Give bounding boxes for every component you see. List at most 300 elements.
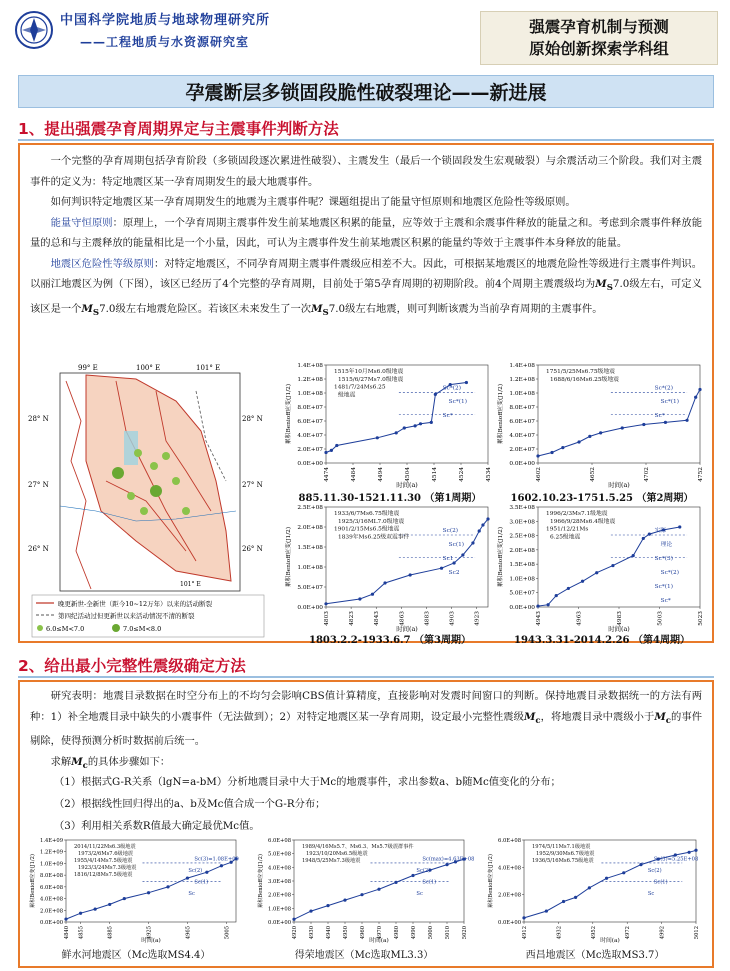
data-point <box>562 900 565 903</box>
institute-name: 中国科学院地质与地球物理研究所 <box>60 13 271 28</box>
ms-subscript: S <box>322 307 329 318</box>
x-axis-label: 时间(a) <box>396 625 418 633</box>
group-title-line1: 强震孕育机制与预测 <box>529 18 669 36</box>
x-tick-label: 4943 <box>536 611 542 626</box>
x-tick-label: 4883 <box>424 611 431 626</box>
cycle4-chart <box>494 501 710 633</box>
annotation: 1839年Ms6.25级双震事件 <box>338 534 410 541</box>
x-tick-label: 4925 <box>146 926 153 940</box>
annotation: 1952/9/30Ms6.7级地震 <box>536 851 595 858</box>
quake-marker-m7 <box>150 485 162 497</box>
page-header <box>0 0 730 74</box>
annotation: Sc* <box>654 412 665 419</box>
y-tick-label: 4.0E+07 <box>509 433 535 439</box>
quake-marker-m6 <box>134 449 142 457</box>
data-point <box>478 529 481 532</box>
page-title: 孕震断层多锁固段脆性破裂理论——新进展 <box>18 75 714 108</box>
x-tick-label: 4940 <box>326 926 332 940</box>
cycle3-caption: 1803.2.2-1933.6.7 （第3周期） <box>308 635 471 646</box>
y-tick-label: 8.0E+07 <box>297 405 323 411</box>
mc-symbol: M <box>523 710 536 723</box>
section2-text <box>30 686 702 776</box>
step-1: （1）根据式G-R关系（lgN=a-bM）分析地震目录中大于Mc的地震事件，求出参数a、b随Mc值变化的分布； <box>54 776 561 788</box>
annotation: Sc(1) <box>194 879 209 886</box>
legend-m6: 6.0≤M<7.0 <box>46 625 85 633</box>
annotation: Sc* <box>442 412 453 419</box>
y-tick-label: 4.0E+08 <box>498 865 521 872</box>
section2-box <box>18 680 714 968</box>
mc-text-c: 的事件剔除，使得预测分析时数据前后统一。 <box>30 710 703 748</box>
y-tick-label: 2.0E+08 <box>40 908 63 915</box>
data-point <box>326 904 329 907</box>
annotation: 1923/3/24Ms7.3级地震 <box>78 865 137 872</box>
step-2: （2）根据线性回归得出的a、b及Mc值合成一个G-R分布； <box>54 798 326 810</box>
section2-divider <box>18 676 714 678</box>
map-lon-label: 100° E <box>136 364 161 372</box>
x-tick-label: 4885 <box>107 926 114 940</box>
mc-subscript: c <box>665 715 671 726</box>
annotation: Sc*(2) <box>660 570 679 576</box>
data-point <box>166 885 169 888</box>
y-axis-label: 累积Benioff应变(J1/2) <box>286 526 292 588</box>
data-point <box>595 571 598 574</box>
x-tick-label: 4855 <box>78 926 85 940</box>
x-axis-label: 时间(a) <box>369 938 389 944</box>
y-tick-label: 3.0E+08 <box>268 879 291 885</box>
data-point <box>639 863 642 866</box>
annotation: Sc(3)=1.08E+09 <box>194 856 239 863</box>
x-tick-label: 5010 <box>445 926 451 940</box>
lake-area <box>124 431 138 465</box>
y-axis-label: 累积Benioff应变(J1/2) <box>286 383 292 445</box>
data-point <box>588 435 591 438</box>
data-point <box>685 419 688 422</box>
annotation: Sc*(2) <box>654 385 673 392</box>
y-tick-label: 0.0E+00 <box>297 461 323 467</box>
annotation: Sc <box>416 890 423 897</box>
section1-title: 1、提出强震孕育周期界定与主震事件判断方法 <box>18 120 339 138</box>
s1-paragraph-2: 如何判识特定地震区某一孕育周期发生的地震为主震事件呢？课题组提出了能量守恒原则和地震区危险性等级原则。 <box>50 196 576 208</box>
data-point <box>419 422 422 425</box>
data-point <box>547 603 550 606</box>
group-title-line2: 原始创新探索学科组 <box>529 40 669 58</box>
annotation: 1481/7/24Ms6.25 <box>334 384 386 391</box>
x-tick-label: 4920 <box>292 926 298 940</box>
hazard-text-d: 7.0级左右地震，则可判断该震为当前孕育周期的主震事件。 <box>328 302 603 315</box>
annotation: 1688/6/16Ms6.25级地震 <box>550 376 619 383</box>
cas-logo-icon <box>14 10 54 50</box>
mc-symbol: M <box>71 755 83 768</box>
data-point <box>599 431 602 434</box>
data-point <box>555 594 558 597</box>
ms-symbol: M <box>595 278 607 290</box>
step-3: （3）利用相关系数R值最大确定最优Mc值。 <box>54 820 260 832</box>
x-tick-label: 5012 <box>694 926 700 940</box>
x-tick-label: 4602 <box>536 467 542 482</box>
data-point <box>545 909 548 912</box>
annotation: Sc1 <box>442 556 454 562</box>
map-lon-label: 101° E <box>180 581 201 588</box>
energy-principle-label: 能量守恒原则 <box>50 216 113 229</box>
y-tick-label: 6.0E+08 <box>40 884 63 891</box>
x-tick-label: 4494 <box>378 467 384 482</box>
y-tick-label: 1.0E+08 <box>509 576 535 583</box>
x-tick-label: 4474 <box>324 467 330 482</box>
y-tick-label: 0.0E+00 <box>498 920 521 926</box>
annotation: Sc* <box>660 598 671 604</box>
data-point <box>522 916 525 919</box>
data-point <box>371 593 374 596</box>
hazard-text-a: ：对特定地震区，不同孕育周期主震事件震级应相差不大。因此，可根据某地震区的地震危险性等级进行主震事件判识。以丽江地震区为例（下图），该区已经历了4个完整的孕育周期，目前处于第5孕育周期的初期阶段。前4个周期主震震级均为 <box>30 257 702 290</box>
x-tick-label: 4752 <box>698 467 704 482</box>
y-tick-label: 1.5E+08 <box>509 562 535 569</box>
data-point <box>335 444 338 447</box>
annotation: 6.25级地震 <box>550 534 581 541</box>
data-point <box>430 421 433 424</box>
department-name: ——工程地质与水资源研究室 <box>80 35 250 49</box>
data-point <box>292 918 295 921</box>
research-group-box <box>480 11 718 65</box>
y-tick-label: 2.0E+07 <box>297 447 323 453</box>
data-point <box>324 451 327 454</box>
data-point <box>465 381 468 384</box>
data-point <box>360 893 363 896</box>
annotation: 2014/11/22Ms6.3级地震 <box>74 844 136 850</box>
x-axis-label: 时间(a) <box>608 625 630 633</box>
annotation: 1901/2/15Ms6.5级地震 <box>334 526 400 533</box>
x-axis-label: 时间(a) <box>396 481 418 489</box>
y-tick-label: 1.0E+08 <box>268 906 291 913</box>
y-axis-label: 累积Benioff应变(J1/2) <box>258 854 264 908</box>
quake-marker-m7 <box>112 467 124 479</box>
y-tick-label: 0.0E+00 <box>268 920 291 926</box>
mc-subscript: c <box>535 715 541 726</box>
data-point <box>621 426 624 429</box>
data-point <box>574 896 577 899</box>
y-tick-label: 1.2E+08 <box>297 377 323 383</box>
annotation: Sc <box>188 890 195 897</box>
mc-symbol: M <box>654 710 666 723</box>
data-point <box>309 909 312 912</box>
data-point <box>64 917 67 920</box>
data-point <box>486 517 489 520</box>
annotation: 1923/10/20Ms6.5级地震 <box>306 851 368 858</box>
y-tick-label: 1.0E+08 <box>297 565 323 571</box>
annotation: Sc(1) <box>448 542 465 548</box>
annotation: 1933/6/7Ms6.75级地震 <box>334 511 400 517</box>
x-tick-label: 4504 <box>405 467 411 482</box>
y-tick-label: 5.0E+08 <box>268 851 291 858</box>
annotation: Sc(2) <box>442 528 459 534</box>
x-tick-label: 5000 <box>428 926 434 940</box>
data-point <box>403 426 406 429</box>
annotation: 1974/5/11Ms7.1级地震 <box>532 844 591 850</box>
data-point <box>79 912 82 915</box>
annotation: 1925/3/16ML7.0级地震 <box>338 518 405 525</box>
energy-principle-text: ：原理上，一个孕育周期主震事件发生前某地震区积累的能量，应等效于主震和余震事件释放的能量之和。考虑到余震事件释放能量的总和与主震释放的能量相比是一个小量，因此，可认为主震事件发生前某地震区积累的能量约等效于主震事件本身释放的能量。 <box>30 216 703 249</box>
y-tick-label: 1.0E+09 <box>40 861 63 868</box>
s1-paragraph-4 <box>30 254 702 324</box>
x-tick-label: 4484 <box>351 467 357 482</box>
x-tick-label: 4912 <box>522 926 528 940</box>
y-tick-label: 4.0E+08 <box>40 896 63 903</box>
data-point <box>588 886 591 889</box>
xichang-caption: 西昌地震区（Mc选取MS3.7） <box>525 950 665 961</box>
cycle1-chart <box>282 359 498 489</box>
y-axis-label: 累积Benioff应变(J1/2) <box>30 854 36 908</box>
y-axis-label: 累积Benioff应变(J1/2) <box>498 383 504 445</box>
x-tick-label: 4992 <box>659 926 666 940</box>
hazard-text-c: 7.0级左右地震危险区。若该区未来发生了一次 <box>99 302 312 315</box>
data-point <box>577 440 580 443</box>
data-point <box>550 451 553 454</box>
annotation: Sc*(1) <box>448 399 467 406</box>
hazard-principle-label: 地震区危险性等级原则 <box>50 257 154 270</box>
x-tick-label: 4965 <box>185 926 192 940</box>
steps-title-b: 的具体步骤如下： <box>87 755 171 768</box>
y-tick-label: 3.0E+08 <box>509 519 535 526</box>
data-point <box>409 573 412 576</box>
x-tick-label: 4963 <box>576 611 583 626</box>
annotation: Sc(1) <box>422 879 437 886</box>
map-lat-label: 27° N <box>242 481 263 489</box>
x-tick-label: 4960 <box>360 926 366 940</box>
legend-m6-symbol <box>37 625 43 631</box>
y-tick-label: 2.0E+07 <box>509 447 535 453</box>
legend-uncertain-fault: 第四纪活动过但更新世以来活动情况不清的断裂 <box>58 612 195 620</box>
annotation: 1515/6/27Ms7.0级地震 <box>338 376 404 383</box>
x-tick-label: 5023 <box>698 611 704 626</box>
data-point <box>147 891 150 894</box>
data-point <box>343 899 346 902</box>
ms-subscript: S <box>92 307 100 318</box>
y-tick-label: 1.4E+08 <box>297 363 323 369</box>
quake-marker-m6 <box>140 507 148 515</box>
annotation: 1816/12/8Ms7.5级地震 <box>74 872 133 879</box>
annotation: 1751/5/25Ms6.75级地震 <box>546 369 615 375</box>
x-tick-label: 4803 <box>324 611 330 626</box>
y-tick-label: 1.5E+08 <box>297 545 323 551</box>
quake-marker-m6 <box>182 507 190 515</box>
x-tick-label: 4950 <box>343 926 349 940</box>
section1-divider <box>18 139 714 141</box>
cycle3-chart <box>282 501 498 633</box>
data-point <box>440 567 443 570</box>
data-point <box>414 424 417 427</box>
x-axis-label: 时间(a) <box>141 938 161 944</box>
annotation: 1948/5/25Ms7.3级地震 <box>302 858 361 865</box>
xichang-chart <box>484 834 706 944</box>
data-point <box>445 863 448 866</box>
annotation: 实际 <box>654 528 667 534</box>
x-tick-label: 4983 <box>617 611 623 626</box>
annotation: 1996/2/3Ms7.1级地震 <box>546 511 608 517</box>
mc-subscript: c <box>82 760 88 771</box>
y-axis-label: 累积Benioff应变(J1/2) <box>498 526 504 588</box>
annotation: 1955/4/14Ms7.5级地震 <box>74 858 133 865</box>
y-tick-label: 4.0E+07 <box>297 433 323 439</box>
data-point <box>94 908 97 911</box>
section1-text <box>30 151 702 323</box>
data-point <box>694 396 697 399</box>
ms-symbol: M <box>81 302 93 315</box>
annotation: Sc(2) <box>647 867 662 874</box>
annotation: Sc(2) <box>416 867 431 874</box>
cycle2-chart <box>494 359 710 489</box>
data-point <box>358 597 361 600</box>
section1-box <box>18 143 714 646</box>
x-tick-label: 4970 <box>377 926 383 940</box>
map-lon-label: 99° E <box>78 364 98 372</box>
y-tick-label: 0.0E+00 <box>509 461 535 467</box>
x-tick-label: 4930 <box>309 926 315 940</box>
data-point <box>664 421 667 424</box>
x-tick-label: 4932 <box>556 926 563 940</box>
x-tick-label: 4514 <box>432 467 438 482</box>
xianshuihe-chart <box>26 834 246 944</box>
data-point <box>642 537 645 540</box>
legend-active-fault: 晚更新世-全新世（距今10~12万年）以来的活动断裂 <box>58 600 213 608</box>
x-tick-label: 4952 <box>590 926 597 940</box>
annotation: Sc(3)=5.25E+08 <box>653 856 699 863</box>
hazard-text-b: 7.0级左右，可定义该区是一个 <box>30 278 702 315</box>
ms-subscript: S <box>606 283 613 294</box>
map-lat-label: 28° N <box>242 415 263 423</box>
x-tick-label: 4823 <box>349 611 356 626</box>
x-tick-label: 4990 <box>411 926 417 940</box>
data-point <box>481 523 484 526</box>
data-point <box>698 388 701 391</box>
annotation: Sc <box>647 890 655 897</box>
data-point <box>536 454 539 457</box>
y-tick-label: 2.0E+08 <box>498 892 521 899</box>
y-tick-label: 4.0E+08 <box>268 865 291 872</box>
data-point <box>471 541 474 544</box>
y-tick-label: 8.0E+07 <box>509 405 535 411</box>
x-tick-label: 4702 <box>644 467 650 482</box>
map-lat-label: 27° N <box>28 481 49 489</box>
y-tick-label: 3.5E+08 <box>509 505 535 511</box>
data-point <box>324 602 327 605</box>
y-tick-label: 6.0E+08 <box>268 838 291 844</box>
legend-m7: 7.0≤M<8.0 <box>123 625 162 633</box>
y-tick-label: 2.0E+08 <box>297 525 323 531</box>
x-tick-label: 4923 <box>474 611 481 626</box>
s1-paragraph-3 <box>30 213 702 254</box>
y-tick-label: 1.4E+08 <box>509 363 535 369</box>
x-tick-label: 4843 <box>374 611 381 626</box>
data-point <box>605 877 608 880</box>
data-point <box>108 903 111 906</box>
ms-symbol: M <box>311 302 323 315</box>
quake-marker-m6 <box>127 492 135 500</box>
data-point <box>561 446 564 449</box>
annotation: 级地震 <box>338 392 356 399</box>
annotation: Sc*(3) <box>654 556 673 562</box>
legend-m7-symbol <box>112 624 120 632</box>
y-tick-label: 8.0E+08 <box>40 873 63 880</box>
s1-paragraph-1: 一个完整的孕育周期包括孕育阶段（多锁固段逐次累进性破裂）、主震发生（最后一个锁固段发生宏观破裂）与余震活动三个阶段。我们对主震事件的定义为：特定地震区某一孕育周期发生的最大地震事件。 <box>30 155 702 188</box>
map-lat-label: 26° N <box>242 545 263 553</box>
y-tick-label: 6.0E+07 <box>509 419 535 425</box>
y-tick-label: 0.0E+00 <box>40 920 63 926</box>
steps-title-a: 求解 <box>50 755 72 768</box>
annotation: Sc2 <box>448 570 460 576</box>
quake-marker-m6 <box>172 477 180 485</box>
x-axis-label: 时间(a) <box>600 938 620 944</box>
x-tick-label: 5005 <box>224 926 231 940</box>
x-tick-label: 4534 <box>486 467 492 482</box>
data-point <box>642 423 645 426</box>
y-tick-label: 2.0E+08 <box>268 892 291 899</box>
x-tick-label: 4840 <box>64 926 70 940</box>
data-point <box>678 525 681 528</box>
xianshuihe-caption: 鲜水河地震区（Mc选取MS4.4） <box>61 950 211 961</box>
x-tick-label: 4652 <box>590 467 596 482</box>
x-tick-label: 5020 <box>462 926 468 940</box>
data-point <box>383 581 386 584</box>
annotation: Sc*(1) <box>660 399 679 406</box>
data-point <box>123 897 126 900</box>
data-point <box>411 874 414 877</box>
cycle2-caption: 1602.10.23-1751.5.25 （第2周期） <box>510 493 694 504</box>
y-tick-label: 1.0E+08 <box>509 391 535 397</box>
data-point <box>395 431 398 434</box>
quake-marker-m6 <box>150 462 158 470</box>
y-tick-label: 2.5E+08 <box>509 533 535 540</box>
cycle1-caption: 885.11.30-1521.11.30 （第1周期） <box>298 493 482 504</box>
data-point <box>186 876 189 879</box>
data-point <box>461 553 464 556</box>
annotation: Sc*(2) <box>442 385 461 392</box>
map-lat-label: 26° N <box>28 545 49 553</box>
y-tick-label: 5.0E+07 <box>509 590 535 597</box>
y-axis-label: 累积Benioff应变(J1/2) <box>488 854 494 908</box>
data-point <box>694 849 697 852</box>
x-axis-label: 时间(a) <box>608 481 630 489</box>
x-tick-label: 5003 <box>657 611 664 626</box>
data-point <box>376 436 379 439</box>
data-point <box>205 871 208 874</box>
quake-marker-m6 <box>162 452 170 460</box>
y-tick-label: 2.0E+08 <box>509 547 535 554</box>
s2-paragraph-1 <box>30 686 702 752</box>
map-lon-label: 101° E <box>196 364 221 372</box>
x-tick-label: 4972 <box>625 926 632 940</box>
data-point <box>220 864 223 867</box>
y-tick-label: 0.0E+00 <box>297 605 323 611</box>
y-tick-label: 1.2E+08 <box>509 377 535 383</box>
data-point <box>330 449 333 452</box>
annotation: Sc(2) <box>188 867 203 874</box>
annotation: Sc*(1) <box>654 584 673 590</box>
annotation: 1936/5/16Ms6.75级地震 <box>532 858 594 865</box>
data-point <box>581 580 584 583</box>
section2-title: 2、给出最小完整性震级确定方法 <box>18 657 246 675</box>
data-point <box>632 554 635 557</box>
y-tick-label: 5.0E+07 <box>297 585 323 591</box>
annotation: Sc(max)=4.63E+08 <box>422 856 474 863</box>
y-tick-label: 6.0E+08 <box>498 838 521 844</box>
y-tick-label: 2.5E+08 <box>297 505 323 511</box>
lijiang-fault-map <box>26 361 271 639</box>
derong-chart <box>254 834 474 944</box>
annotation: 1989/4/16Ms5.7、Ms6.3、Ms5.7级震群事件 <box>302 844 414 850</box>
annotation: 1973/2/6Ms7.6级地震 <box>78 851 134 858</box>
y-tick-label: 1.4E+09 <box>40 838 63 844</box>
x-tick-label: 4980 <box>394 926 400 940</box>
y-tick-label: 0.0E+00 <box>509 605 535 611</box>
